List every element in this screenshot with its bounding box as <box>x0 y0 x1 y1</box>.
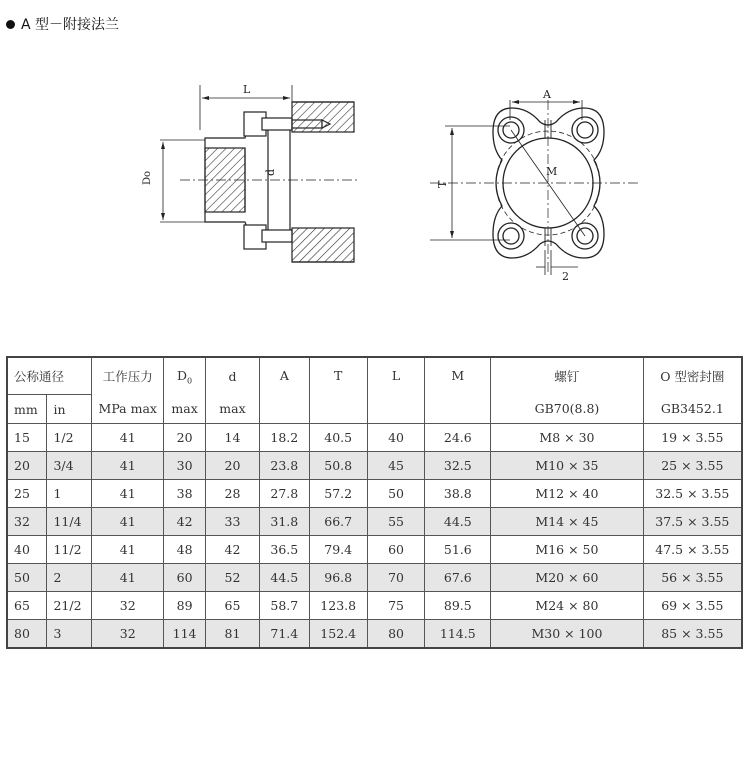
cell-m: 51.6 <box>425 536 491 564</box>
cell-d0: 89 <box>164 592 206 620</box>
cell-a: 27.8 <box>259 480 309 508</box>
dim-label-m: M <box>546 165 558 178</box>
cell-d: 20 <box>206 452 260 480</box>
header-t: T <box>309 357 367 424</box>
cell-bolt: M14 × 45 <box>491 508 643 536</box>
inch-whole: 1 <box>53 542 62 557</box>
table-row <box>7 620 742 649</box>
cell-t: 123.8 <box>309 592 367 620</box>
cell-d0: 20 <box>164 424 206 452</box>
cell-a: 18.2 <box>259 424 309 452</box>
cell-m: 44.5 <box>425 508 491 536</box>
front-flange-view <box>430 100 640 275</box>
bullet-icon <box>6 20 15 29</box>
cell-oring: 56 × 3.55 <box>643 564 742 592</box>
cell-bolt: M16 × 50 <box>491 536 643 564</box>
table-row <box>7 592 742 620</box>
header-pressure-unit: MPa max <box>92 395 164 424</box>
cell-m: 67.6 <box>425 564 491 592</box>
cell-mm: 20 <box>7 452 47 480</box>
header-d0-max: max <box>164 395 206 424</box>
cell-mm: 40 <box>7 536 47 564</box>
cell-l: 45 <box>367 452 425 480</box>
header-oring-std: GB3452.1 <box>643 395 742 424</box>
header-d0: $D_0$ <box>164 357 206 395</box>
cell-l: 60 <box>367 536 425 564</box>
cell-p: 41 <box>92 536 164 564</box>
header-mm: mm <box>7 395 47 424</box>
cell-d: 81 <box>206 620 260 649</box>
cell-p: 41 <box>92 564 164 592</box>
cell-in: 3/4 <box>47 452 92 480</box>
dim-label-a: A <box>543 88 551 101</box>
cell-in: 1 <box>47 480 92 508</box>
cell-d0: 48 <box>164 536 206 564</box>
cell-mm: 15 <box>7 424 47 452</box>
cell-mm: 80 <box>7 620 47 649</box>
header-bolt-std: GB70(8.8) <box>491 395 643 424</box>
cell-m: 114.5 <box>425 620 491 649</box>
table-row <box>7 480 742 508</box>
cell-oring: 37.5 × 3.55 <box>643 508 742 536</box>
header-m: M <box>425 357 491 424</box>
cell-oring: 32.5 × 3.55 <box>643 480 742 508</box>
header-oring: O 型密封圈 <box>643 357 742 395</box>
section-title <box>6 14 119 34</box>
dim-label-do: Do <box>142 170 153 185</box>
cell-p: 32 <box>92 592 164 620</box>
cell-l: 80 <box>367 620 425 649</box>
cell-a: 71.4 <box>259 620 309 649</box>
cell-oring: 85 × 3.55 <box>643 620 742 649</box>
inch-whole: 1 <box>53 514 62 529</box>
cell-mm: 65 <box>7 592 47 620</box>
cell-t: 79.4 <box>309 536 367 564</box>
cell-d0: 42 <box>164 508 206 536</box>
dim-label-l: L <box>243 83 251 96</box>
cell-bolt: M10 × 35 <box>491 452 643 480</box>
table-row <box>7 536 742 564</box>
flange-drawings <box>0 60 750 290</box>
inch-fraction: 1/4 <box>61 514 82 529</box>
cell-d0: 114 <box>164 620 206 649</box>
header-d-max: max <box>206 395 260 424</box>
header-d: d <box>206 357 260 395</box>
cell-t: 50.8 <box>309 452 367 480</box>
cell-in <box>47 508 92 536</box>
header-l: L <box>367 357 425 424</box>
cell-d: 28 <box>206 480 260 508</box>
cell-a: 23.8 <box>259 452 309 480</box>
cell-mm: 50 <box>7 564 47 592</box>
table-row <box>7 424 742 452</box>
cell-d: 65 <box>206 592 260 620</box>
cell-m: 38.8 <box>425 480 491 508</box>
table-row <box>7 452 742 480</box>
table-row <box>7 564 742 592</box>
cell-oring: 19 × 3.55 <box>643 424 742 452</box>
cell-in: 1/2 <box>47 424 92 452</box>
cell-d0: 30 <box>164 452 206 480</box>
cell-m: 89.5 <box>425 592 491 620</box>
cell-d0: 60 <box>164 564 206 592</box>
cell-a: 36.5 <box>259 536 309 564</box>
dim-label-d: d <box>264 168 277 176</box>
cell-l: 50 <box>367 480 425 508</box>
cell-oring: 25 × 3.55 <box>643 452 742 480</box>
cell-oring: 69 × 3.55 <box>643 592 742 620</box>
cell-bolt: M30 × 100 <box>491 620 643 649</box>
cell-bolt: M20 × 60 <box>491 564 643 592</box>
cell-a: 44.5 <box>259 564 309 592</box>
cell-bolt: M8 × 30 <box>491 424 643 452</box>
cell-m: 32.5 <box>425 452 491 480</box>
header-nominal: 公称通径 <box>7 357 92 395</box>
cell-t: 96.8 <box>309 564 367 592</box>
cell-p: 41 <box>92 508 164 536</box>
header-in: in <box>47 395 92 424</box>
cell-p: 41 <box>92 480 164 508</box>
cell-p: 41 <box>92 424 164 452</box>
header-a: A <box>259 357 309 424</box>
cell-t: 152.4 <box>309 620 367 649</box>
header-bolt: 螺钉 <box>491 357 643 395</box>
cell-oring: 47.5 × 3.55 <box>643 536 742 564</box>
cell-p: 32 <box>92 620 164 649</box>
cell-a: 58.7 <box>259 592 309 620</box>
cell-p: 41 <box>92 452 164 480</box>
flange-spec-table <box>6 356 743 649</box>
cell-d0: 38 <box>164 480 206 508</box>
inch-whole: 2 <box>53 598 62 613</box>
section-title-text: A 型－附接法兰 <box>21 17 120 33</box>
cell-m: 24.6 <box>425 424 491 452</box>
cell-bolt: M24 × 80 <box>491 592 643 620</box>
cell-in <box>47 536 92 564</box>
cell-t: 66.7 <box>309 508 367 536</box>
cell-in <box>47 592 92 620</box>
table-row <box>7 508 742 536</box>
cell-d: 42 <box>206 536 260 564</box>
side-section-view <box>160 85 360 262</box>
cell-mm: 25 <box>7 480 47 508</box>
cell-in: 3 <box>47 620 92 649</box>
cell-d: 33 <box>206 508 260 536</box>
cell-d: 14 <box>206 424 260 452</box>
cell-bolt: M12 × 40 <box>491 480 643 508</box>
cell-l: 75 <box>367 592 425 620</box>
inch-fraction: 1/2 <box>61 542 82 557</box>
cell-l: 40 <box>367 424 425 452</box>
cell-t: 40.5 <box>309 424 367 452</box>
dim-label-t: T <box>436 180 449 188</box>
cell-l: 70 <box>367 564 425 592</box>
dim-label-2: 2 <box>562 270 569 283</box>
cell-mm: 32 <box>7 508 47 536</box>
header-pressure: 工作压力 <box>92 357 164 395</box>
cell-d: 52 <box>206 564 260 592</box>
cell-a: 31.8 <box>259 508 309 536</box>
inch-fraction: 1/2 <box>61 598 82 613</box>
cell-t: 57.2 <box>309 480 367 508</box>
cell-in: 2 <box>47 564 92 592</box>
cell-l: 55 <box>367 508 425 536</box>
